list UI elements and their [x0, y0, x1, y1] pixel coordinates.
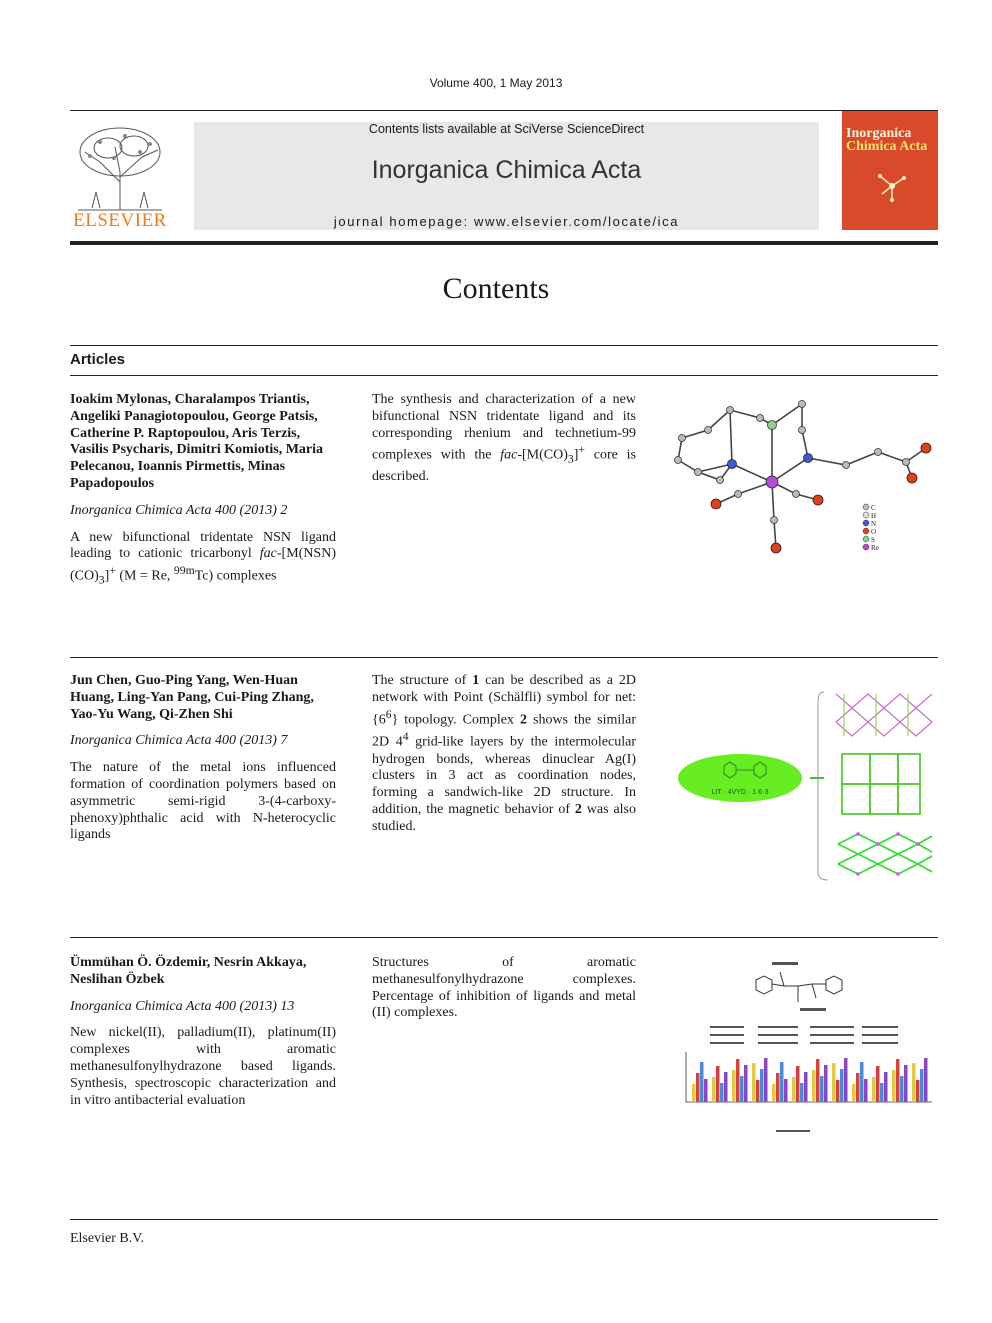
legend-o-swatch: [863, 528, 869, 534]
article-3-graphical-abstract: [676, 952, 938, 1138]
inhibition-bar: [804, 1072, 808, 1102]
inhibition-bar: [724, 1072, 728, 1102]
inhibition-bar: [792, 1077, 796, 1102]
inhibition-bar: [832, 1063, 836, 1102]
article-2-title[interactable]: The nature of the metal ions influenced formation of coordination polymers based on asymmetric semi-rigid 3-(4-carboxy-phenoxy)phthalic acid with N-heterocyclic ligands: [70, 760, 336, 843]
article-2-abstract: The structure of 1 can be described as a 2D network with Point (Schälfli) symbol for net: $\{6^6\}$ topology. Complex 2 shows the similar 2D $4^4$ grid-like layers by the intermolecular hydrogen bonds, whereas dinuclear Ag(I) clusters in 3 act as coordination nodes, forming a sandwich-like 2D structure. In addition, the magnetic behavior of 2 was also studied.: [372, 673, 637, 834]
article-1-citation[interactable]: Inorganica Chimica Acta 400 (2013) 2: [70, 502, 288, 518]
article-1-graphical-abstract: [668, 390, 938, 560]
inhibition-bar: [840, 1069, 844, 1102]
inhibition-bar: [712, 1077, 716, 1102]
inhibition-bar: [916, 1080, 920, 1102]
inhibition-bar: [720, 1083, 724, 1102]
inhibition-bar: [732, 1070, 736, 1102]
inhibition-bar: [852, 1084, 856, 1102]
inhibition-bar: [764, 1058, 768, 1102]
inhibition-bar: [716, 1066, 720, 1102]
cover-title-line-2: Chimica Acta: [846, 139, 928, 154]
inhibition-bar: [836, 1080, 840, 1102]
article-2-authors: Jun Chen, Guo-Ping Yang, Wen-Huan Huang, Ling-Yan Pang, Cui-Ping Zhang, Yao-Yu Wang, Qi-Zhen Shi: [70, 673, 314, 722]
elsevier-logo: [70, 122, 170, 232]
inhibition-bar: [896, 1059, 900, 1102]
inhibition-bar: [756, 1080, 760, 1102]
inhibition-bar: [856, 1073, 860, 1102]
article-2-citation[interactable]: Inorganica Chimica Acta 400 (2013) 7: [70, 733, 288, 749]
inhibition-bar: [812, 1070, 816, 1102]
legend-re-swatch: [863, 544, 869, 550]
inhibition-bar: [880, 1083, 884, 1102]
inhibition-bar: [876, 1066, 880, 1102]
inhibition-bar: [740, 1076, 744, 1102]
volume-line: Volume 400, 1 May 2013: [429, 76, 563, 90]
inhibition-bar: [912, 1063, 916, 1102]
legend-re: Re: [871, 544, 879, 552]
inhibition-bar: [692, 1084, 696, 1102]
inhibition-bar: [844, 1058, 848, 1102]
inhibition-bar: [780, 1062, 784, 1102]
inhibition-bar: [892, 1070, 896, 1102]
article-2-graphical-abstract: [676, 684, 938, 888]
legend-n: N: [871, 520, 877, 528]
section-rule-top: [70, 345, 938, 346]
journal-homepage-link[interactable]: journal homepage: www.elsevier.com/locate/ica: [333, 214, 680, 229]
article-3: [70, 955, 336, 1109]
cover-title-line-1: Inorganica: [846, 126, 912, 141]
journal-title: Inorganica Chimica Acta: [371, 156, 642, 184]
inhibition-bar: [820, 1076, 824, 1102]
inhibition-bar: [776, 1073, 780, 1102]
inhibition-bar: [920, 1069, 924, 1102]
inhibition-bar: [900, 1076, 904, 1102]
journal-banner: [194, 122, 819, 230]
article-3-title[interactable]: New nickel(II), palladium(II), platinum(II) complexes with aromatic methanesulfonylhydrazone based ligands. Synthesis, spectroscopic characterization and in vitro antibacterial evaluation: [70, 1025, 336, 1108]
inhibition-bar: [772, 1084, 776, 1102]
inhibition-bar: [924, 1058, 928, 1102]
inhibition-bar: [800, 1083, 804, 1102]
inhibition-bar: [860, 1062, 864, 1102]
header-rule-thick: [70, 241, 938, 245]
inhibition-bars: [692, 1058, 928, 1102]
legend-h-swatch: [863, 512, 869, 518]
ligand-label: LIT · 4VYD · 1·6·3: [711, 789, 769, 796]
elsevier-tree-icon: [70, 122, 170, 212]
legend-s: S: [871, 536, 875, 544]
inhibition-bar: [696, 1073, 700, 1102]
inhibition-bar: [884, 1072, 888, 1102]
inhibition-bar: [752, 1063, 756, 1102]
legend-h: H: [871, 512, 877, 520]
article-2: [70, 673, 336, 844]
legend-n-swatch: [863, 520, 869, 526]
inhibition-bar: [824, 1065, 828, 1102]
article-3-citation[interactable]: Inorganica Chimica Acta 400 (2013) 13: [70, 998, 295, 1014]
article-1-title[interactable]: A new bifunctional tridentate NSN ligand leading to cationic tricarbonyl fac-$[M(NSN)(CO)_3]^+$ (M = Re, $^{99m}$Tc) complexes: [70, 529, 336, 587]
inhibition-bar: [816, 1059, 820, 1102]
article-3-authors: Ümmühan Ö. Özdemir, Nesrin Akkaya, Neslihan Özbek: [70, 955, 307, 987]
inhibition-bar: [904, 1065, 908, 1102]
inhibition-bar: [796, 1066, 800, 1102]
article-1-abstract: The synthesis and characterization of a new bifunctional NSN tridentate ligand and its corresponding rhenium and technetium-99 complexes with the fac-$[M(CO)_3]^+$ core is described.: [372, 392, 636, 484]
inhibition-bar: [736, 1059, 740, 1102]
header-rule-top: [70, 110, 938, 111]
legend-o: O: [871, 528, 877, 536]
legend-s-swatch: [863, 536, 869, 542]
inhibition-bar: [784, 1079, 788, 1102]
inhibition-bar: [760, 1069, 764, 1102]
article-divider-1: [70, 657, 938, 658]
inhibition-bar: [744, 1065, 748, 1102]
inhibition-bar: [700, 1062, 704, 1102]
section-title: Articles: [70, 351, 126, 368]
section-rule-bottom: [70, 375, 938, 376]
contents-availability: Contents lists available at SciVerse ScienceDirect: [368, 122, 645, 136]
cover-title: [846, 127, 927, 153]
footer-rule: [70, 1219, 938, 1220]
legend-c-swatch: [863, 504, 869, 510]
article-1-authors: Ioakim Mylonas, Charalampos Triantis, Angeliki Panagiotopoulou, George Patsis, Catherine P. Raptopoulou, Aris Terzis, Vasilis Psycharis, Dimitri Komiotis, Maria Pelecanou, Ioannis Pirmettis, Minas Papadopoulos: [70, 392, 324, 491]
article-3-abstract: Structures of aromatic methanesulfonylhydrazone complexes. Percentage of inhibition of ligands and metal (II) complexes.: [372, 955, 636, 1021]
elsevier-wordmark: ELSEVIER: [73, 210, 167, 231]
inhibition-bar: [864, 1079, 868, 1102]
journal-cover: [842, 111, 938, 230]
inhibition-bar: [872, 1077, 876, 1102]
cover-molecule-icon: [872, 166, 912, 206]
legend-c: C: [871, 504, 876, 512]
footer-publisher: Elsevier B.V.: [70, 1231, 145, 1246]
page-title: Contents: [442, 272, 550, 305]
article-1: [70, 392, 336, 589]
inhibition-bar: [704, 1079, 708, 1102]
article-divider-2: [70, 937, 938, 938]
